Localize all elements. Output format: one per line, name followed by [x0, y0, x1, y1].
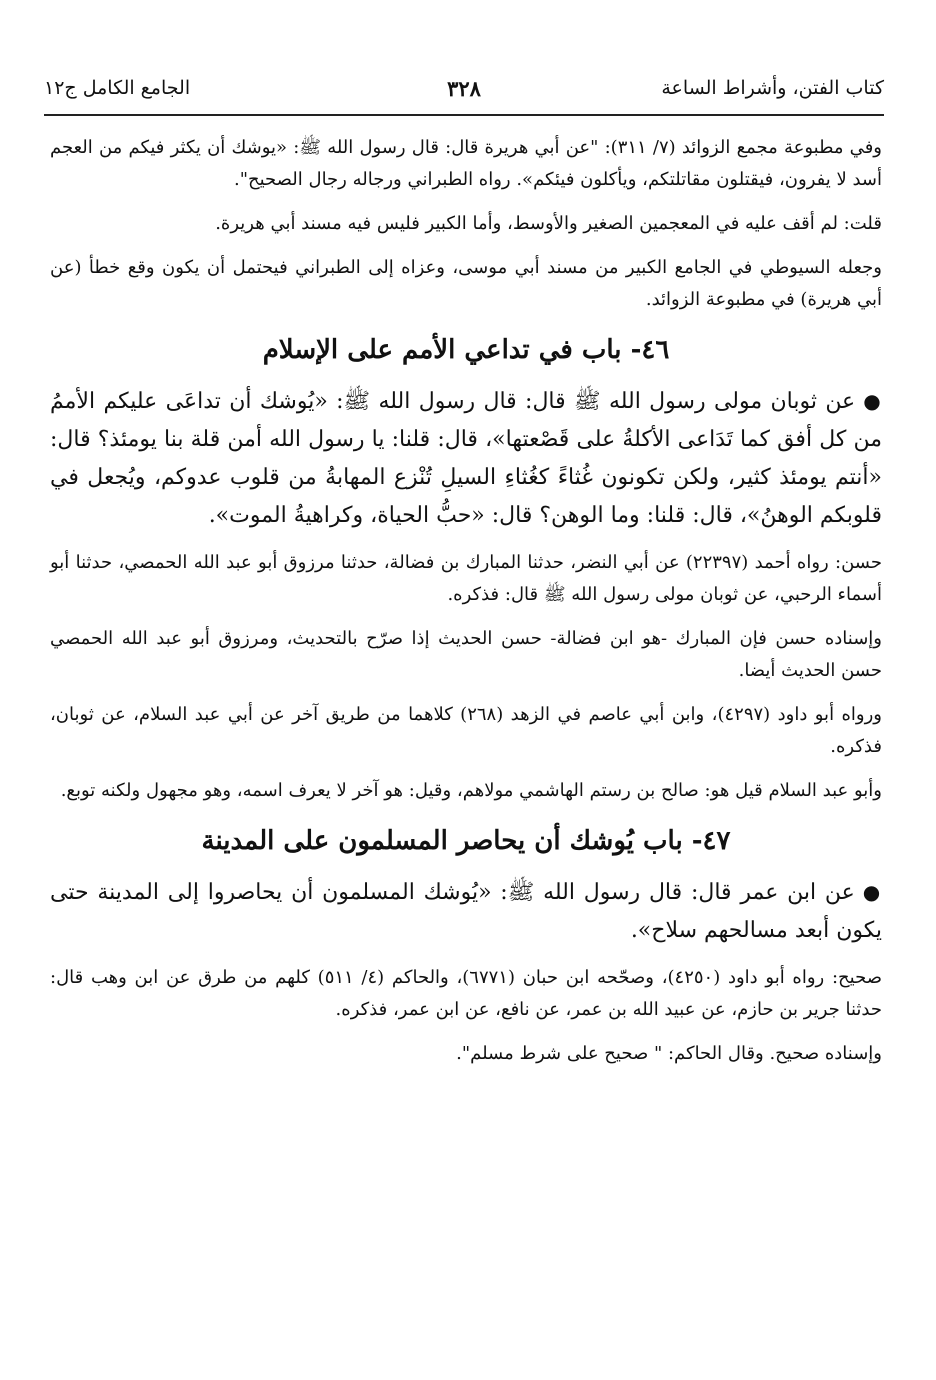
chapter-46-hadith: [50, 382, 882, 535]
chapter-46-note: وأبو عبد السلام قيل هو: صالح بن رستم الهاشمي مولاهم، وقيل: هو آخر لا يعرف اسمه، وهو مجهول ولكنه توبع.: [60, 780, 882, 801]
chapter-47-note: وإسناده صحيح. وقال الحاكم: " صحيح على شرط مسلم".: [456, 1043, 882, 1064]
page-content: [50, 132, 882, 1082]
chapter-46-note: وإسناده حسن فإن المبارك -هو ابن فضالة- حسن الحديث إذا صرّح بالتحديث، ومرزوق أبو عبد الله الحمصي حسن الحديث أيضا.: [50, 628, 882, 681]
bullet-icon: ●: [863, 389, 882, 413]
bullet-icon: ●: [862, 880, 882, 904]
footnote-paragraph: وفي مطبوعة مجمع الزوائد (٧/ ٣١١): "عن أبي هريرة قال: قال رسول الله ﷺ: «يوشك أن يكثر فيكم من العجم أسد لا يفرون، فيقتلون مقاتلتكم، ويأكلون فيئكم». رواه الطبراني ورجاله رجال الصحيح".: [50, 137, 882, 190]
page-number: ٣٢٨: [447, 75, 481, 101]
footnote-paragraph: وجعله السيوطي في الجامع الكبير من مسند أبي موسى، وعزاه إلى الطبراني فيحتمل أن يكون وقع خطأ (عن أبي هريرة) في مطبوعة الزوائد.: [50, 257, 882, 310]
hadith-text: عن ابن عمر قال: قال رسول الله ﷺ: «يُوشك المسلمون أن يحاصروا إلى المدينة حتى يكون أبعد مسالحهم سلاح».: [50, 880, 882, 943]
chapter-46-note: حسن: رواه أحمد (٢٢٣٩٧) عن أبي النضر، حدثنا المبارك بن فضالة، حدثنا مرزوق أبو عبد الله الحمصي، حدثنا أبو أسماء الرحبي، عن ثوبان مولى رسول الله ﷺ قال: فذكره.: [50, 552, 882, 605]
header-rule: [44, 114, 884, 116]
header-volume-title: الجامع الكامل ج١٢: [44, 77, 191, 99]
header-book-title: كتاب الفتن، وأشراط الساعة: [661, 77, 884, 99]
chapter-46-note: ورواه أبو داود (٤٢٩٧)، وابن أبي عاصم في الزهد (٢٦٨) كلاهما من طريق آخر عن أبي عبد السلام، عن ثوبان، فذكره.: [50, 704, 883, 757]
footnote-paragraph: قلت: لم أقف عليه في المعجمين الصغير والأوسط، وأما الكبير فليس فيه مسند أبي هريرة.: [215, 213, 882, 234]
chapter-47-heading: ٤٧- باب يُوشك أن يحاصر المسلمون على المدينة: [201, 826, 731, 856]
chapter-46-heading: ٤٦- باب في تداعي الأمم على الإسلام: [262, 335, 670, 365]
chapter-47-note: صحيح: رواه أبو داود (٤٢٥٠)، وصحّحه ابن حبان (٦٧٧١)، والحاكم (٤/ ٥١١) كلهم من طرق عن ابن وهب قال: حدثنا جرير بن حازم، عن عبيد الله بن عمر، عن نافع، عن ابن عمر، فذكره.: [50, 967, 882, 1020]
chapter-47-hadith: [50, 873, 882, 950]
hadith-text: عن ثوبان مولى رسول الله ﷺ قال: قال رسول الله ﷺ: «يُوشك أن تداعَى عليكم الأممُ من كل أفق كما تَدَاعى الأكلةُ على قَصْعتها»، قال: قلنا: يا رسول الله أمن قلة بنا يومئذ؟ قال: «أنتم يومئذ كثير، ولكن تكونون غُثاءً كغُثاءِ السيلِ تُنْزع المهابةُ من قلوب عدوكم، ويُجعل في قلوبكم الوهنُ»، قال: قلنا: وما الوهن؟ قال: «حبُّ الحياة، وكراهيةُ الموت».: [50, 389, 882, 528]
page-header: [44, 70, 884, 106]
